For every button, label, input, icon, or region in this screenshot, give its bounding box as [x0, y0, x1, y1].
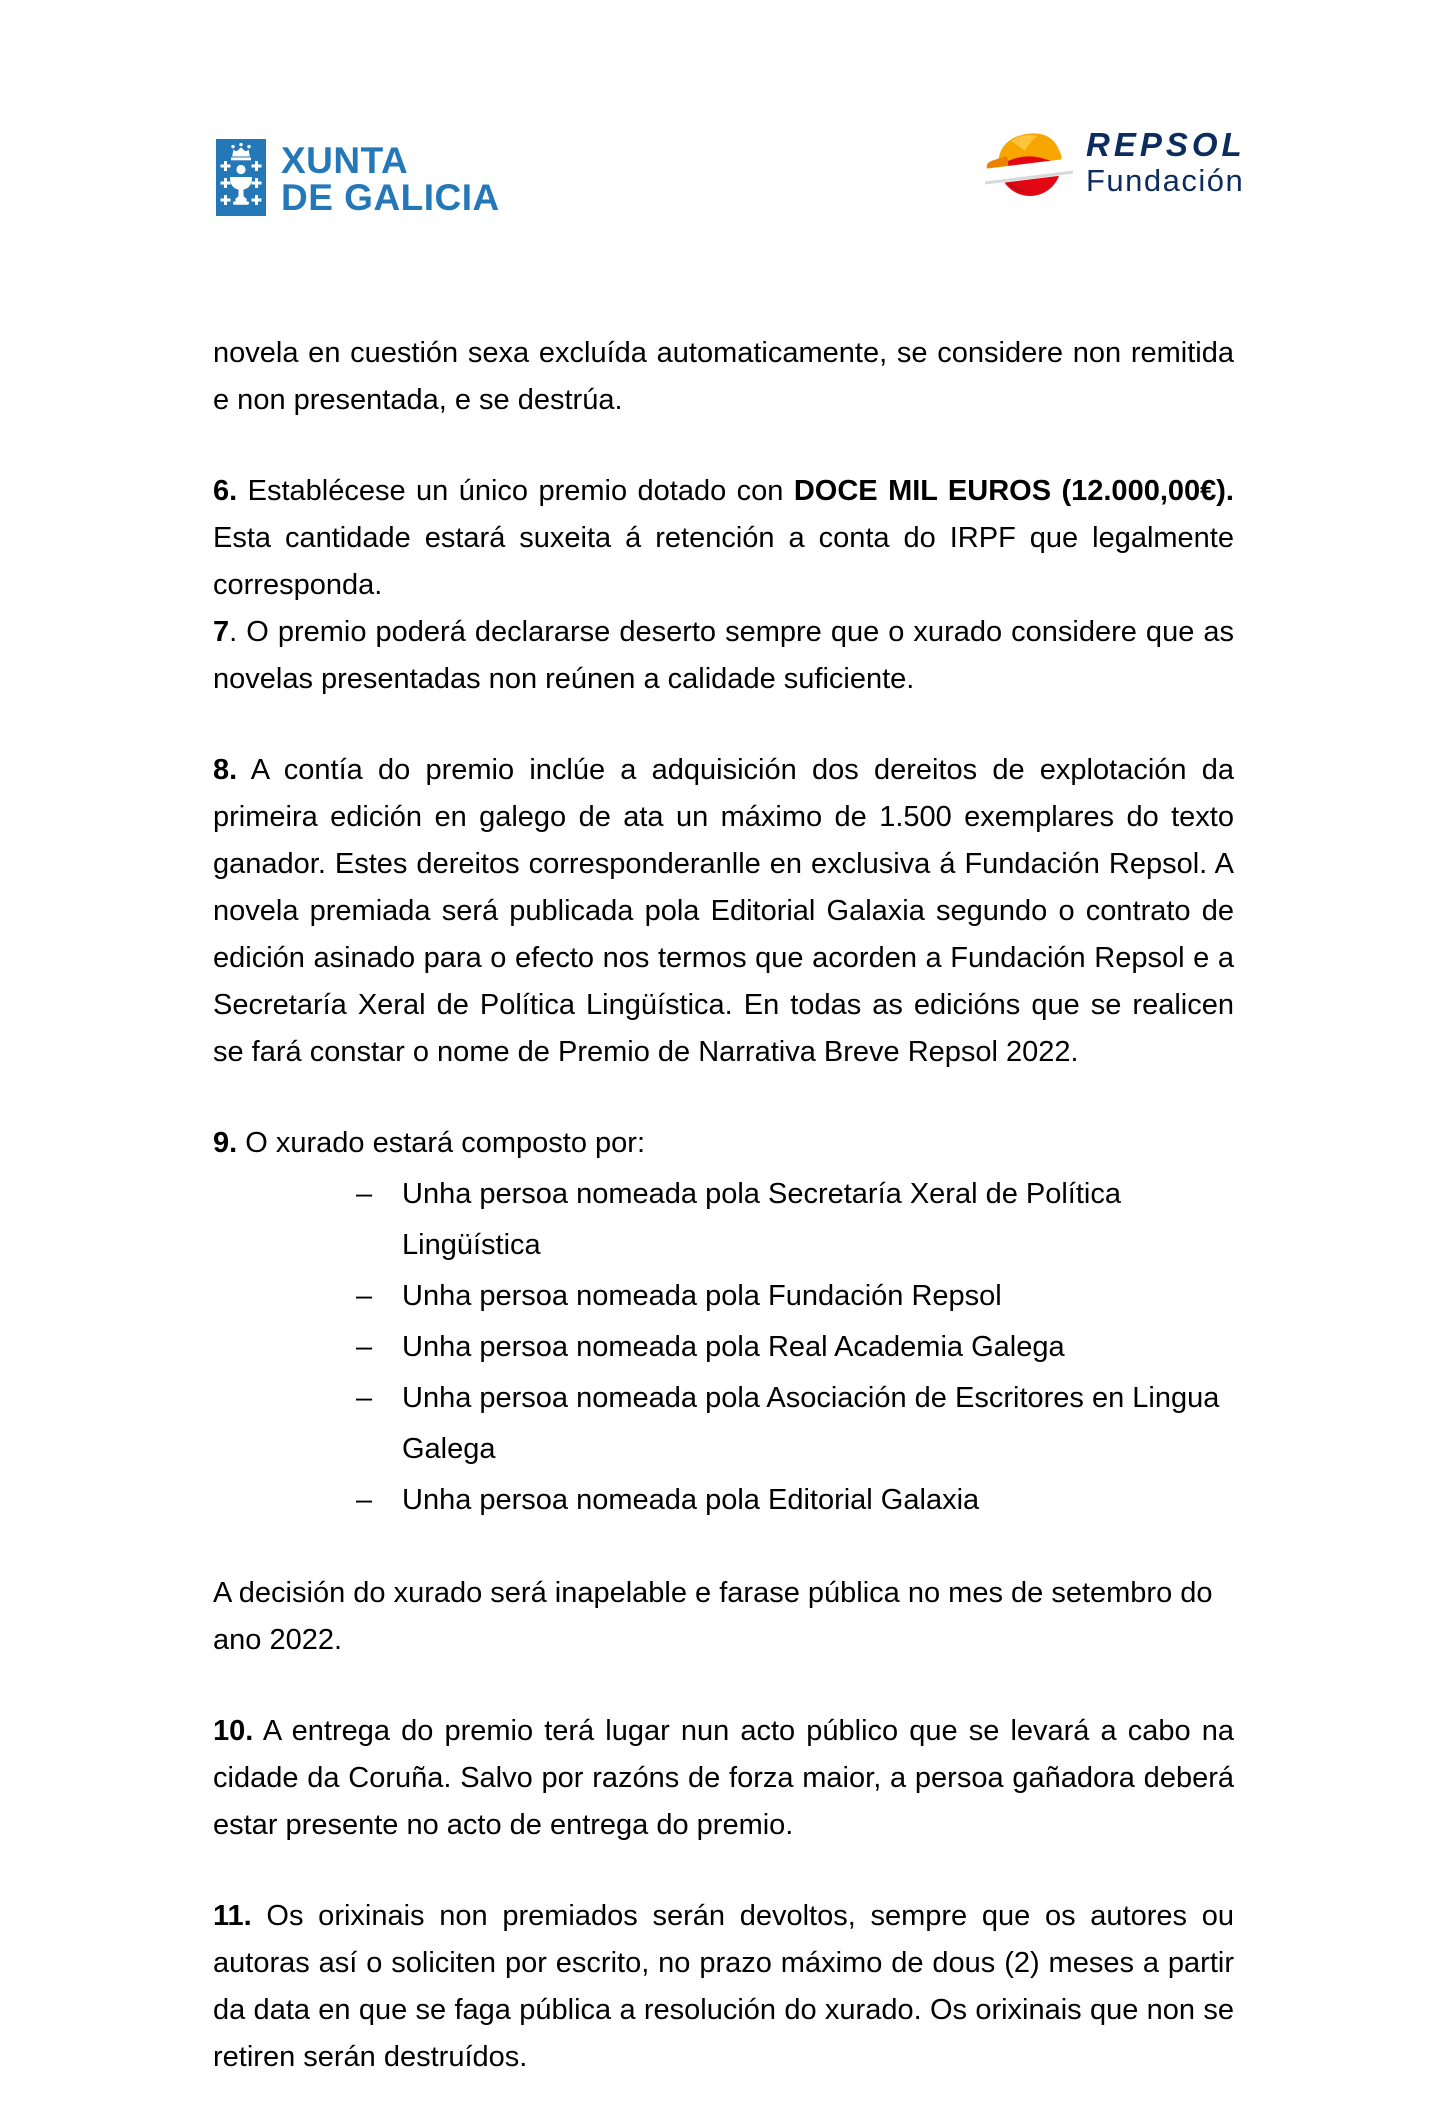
- jury-list-item: [356, 1169, 1234, 1271]
- document-body: [213, 330, 1234, 2125]
- clause-7-number: 7: [213, 616, 230, 648]
- clause-8-text: A contía do premio inclúe a adquisición dos dereitos de explotación da primeira edición en galego de ata un máximo de 1.500 exemplares do texto ganador. Estes dereitos corresponderanlle en exclusiva á Fundación Repsol. A novela premiada será publicada pola Editorial Galaxia segundo o contrato de edición asinado para o efecto nos termos que acorden a Fundación Repsol e a Secretaría Xeral de Política Lingüística. En todas as edicións que se realicen se fará constar o nome de Premio de Narrativa Breve Repsol 2022.: [213, 754, 1234, 1068]
- clause-6-number: 6.: [213, 475, 238, 507]
- clause-7-text: . O premio poderá declararse deserto sempre que o xurado considere que as novelas presentadas non reúnen a calidade suficiente.: [213, 616, 1234, 695]
- clause-9-number: 9.: [213, 1127, 238, 1159]
- jury-item-text: Unha persoa nomeada pola Secretaría Xeral de Política Lingüística: [402, 1178, 1121, 1261]
- repsol-ball-icon: [985, 127, 1073, 197]
- xunta-logo-text: [281, 142, 500, 216]
- jury-list: [213, 1169, 1234, 1526]
- repsol-fundacion-wordmark: Fundación: [1086, 162, 1245, 198]
- paragraph-continuation: novela en cuestión sexa excluída automaticamente, se considere non remitida e non presentada, e se destrúa.: [213, 337, 1234, 416]
- clause-6-text-post: Esta cantidade estará suxeita á retención a conta do IRPF que legalmente corresponda.: [213, 522, 1234, 601]
- list-dash: –: [356, 1484, 373, 1516]
- jury-decision-note: A decisión do xurado será inapelable e farase pública no mes de setembro do ano 2022.: [213, 1577, 1213, 1656]
- xunta-crest-icon: [216, 139, 266, 216]
- clause-6-prize-amount: DOCE MIL EUROS (12.000,00€).: [793, 475, 1234, 507]
- jury-list-item: [356, 1475, 1234, 1526]
- jury-list-item: [356, 1373, 1234, 1475]
- clause-9-text: O xurado estará composto por:: [237, 1127, 645, 1159]
- list-dash: –: [356, 1382, 373, 1414]
- clause-11-text: Os orixinais non premiados serán devoltos, sempre que os autores ou autoras así o soliciten por escrito, no prazo máximo de dous (2) meses a partir da data en que se faga pública a resolución do xurado. Os orixinais que non se retiren serán destruídos.: [213, 1900, 1234, 2073]
- repsol-brand-wordmark: REPSOL: [1086, 125, 1246, 163]
- clause-10-text: A entrega do premio terá lugar nun acto público que se levará a cabo na cidade da Coruña. Salvo por razóns de forza maior, a persoa gañadora deberá estar presente no acto de entrega do premio.: [213, 1715, 1234, 1841]
- repsol-logo-text: [1086, 125, 1246, 198]
- clause-11: [213, 1893, 1234, 2081]
- jury-list-item: [356, 1322, 1234, 1373]
- repsol-fundacion-logo: [985, 127, 1246, 197]
- clause-6-text-pre: Establécese un único premio dotado con: [237, 475, 794, 507]
- jury-item-text: Unha persoa nomeada pola Editorial Galaxia: [402, 1484, 980, 1516]
- clause-7: [213, 609, 1234, 703]
- xunta-de-galicia-logo: [216, 139, 500, 216]
- clause-10-number: 10.: [213, 1715, 254, 1747]
- jury-list-item: [356, 1271, 1234, 1322]
- clause-11-number: 11.: [213, 1900, 252, 1932]
- clause-9: [213, 1120, 1234, 1167]
- clause-6: [213, 468, 1234, 609]
- jury-item-text: Unha persoa nomeada pola Fundación Repsol: [402, 1280, 1002, 1312]
- jury-item-text: Unha persoa nomeada pola Real Academia Galega: [402, 1331, 1065, 1363]
- xunta-logo-line1: XUNTA: [281, 140, 409, 181]
- clause-8: [213, 747, 1234, 1076]
- jury-item-text: Unha persoa nomeada pola Asociación de Escritores en Lingua Galega: [402, 1382, 1220, 1465]
- clause-10: [213, 1708, 1234, 1849]
- list-dash: –: [356, 1178, 373, 1210]
- clause-8-number: 8.: [213, 754, 238, 786]
- list-dash: –: [356, 1280, 373, 1312]
- xunta-logo-line2: DE GALICIA: [281, 177, 500, 218]
- list-dash: –: [356, 1331, 373, 1363]
